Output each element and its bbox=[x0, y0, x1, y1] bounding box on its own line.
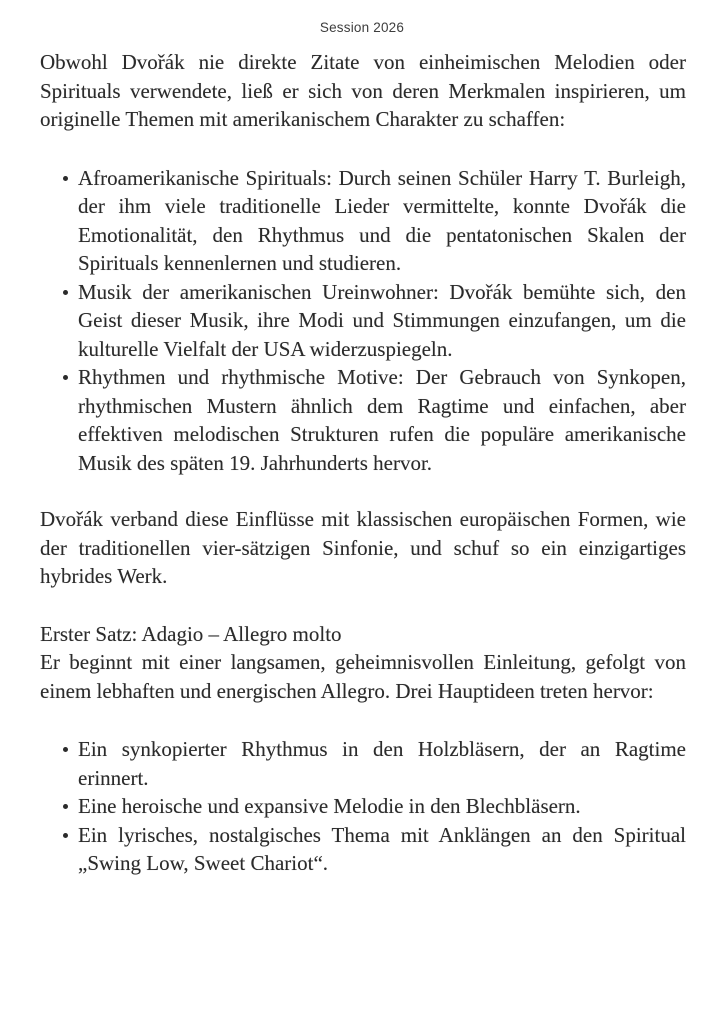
bullet-icon bbox=[63, 278, 78, 295]
list-item-text: Ein lyrisches, nostalgisches Thema mit Anklängen an den Spiritual „Swing Low, Sweet Chariot“. bbox=[78, 822, 686, 875]
movement-heading: Erster Satz: Adagio – Allegro molto bbox=[40, 621, 342, 646]
movement-section bbox=[40, 620, 686, 706]
list-item-text: Eine heroische und expansive Melodie in den Blechbläsern. bbox=[78, 794, 581, 818]
intro-paragraph: Obwohl Dvořák nie direkte Zitate von einheimischen Melodien oder Spirituals verwendete, ließ er sich von deren Merkmalen inspirieren, um originelle Themen mit amerikanischem Charakter zu schaffen: bbox=[40, 50, 686, 131]
bullet-icon bbox=[63, 821, 78, 838]
bullet-icon bbox=[63, 164, 78, 181]
page-header-session: Session 2026 bbox=[319, 20, 405, 35]
list-item-text: Afroamerikanische Spirituals: Durch seinen Schüler Harry T. Burleigh, der ihm viele traditionelle Lieder vermittelte, konnte Dvořák die Emotionalität, den Rhythmus und die pentatonischen Skalen der Spirituals kennenlernen und studieren. bbox=[78, 165, 686, 275]
list-item bbox=[63, 278, 686, 364]
list-item bbox=[63, 363, 686, 477]
list-item-text: Ein synkopierter Rhythmus in den Holzbläsern, der an Ragtime erinnert. bbox=[78, 737, 686, 790]
movement-description: Er beginnt mit einer langsamen, geheimnisvollen Einleitung, gefolgt von einem lebhaften und energischen Allegro. Drei Hauptideen treten hervor: bbox=[40, 650, 686, 703]
list-item bbox=[63, 792, 686, 821]
list-item bbox=[63, 821, 686, 878]
list-item bbox=[63, 735, 686, 792]
influences-list bbox=[40, 164, 686, 478]
list-item-text: Musik der amerikanischen Ureinwohner: Dvořák bemühte sich, den Geist dieser Musik, ihre Modi und Stimmungen einzufangen, um die kulturelle Vielfalt der USA widerzuspiegeln. bbox=[78, 279, 686, 361]
list-item-text: Rhythmen und rhythmische Motive: Der Gebrauch von Synkopen, rhythmischen Mustern ähnlich dem Ragtime und einfachen, aber effektiven melodischen Strukturen rufen die populäre amerikanische Musik des späten 19. Jahrhunderts hervor. bbox=[78, 365, 686, 475]
bullet-icon bbox=[63, 735, 78, 752]
synthesis-paragraph: Dvořák verband diese Einflüsse mit klassischen europäischen Formen, wie der traditionellen vier-sätzigen Sinfonie, und schuf so ein einzigartiges hybrides Werk. bbox=[40, 507, 686, 588]
bullet-icon bbox=[63, 792, 78, 809]
themes-list bbox=[40, 735, 686, 878]
list-item bbox=[63, 164, 686, 278]
document-body bbox=[40, 48, 686, 906]
bullet-icon bbox=[63, 363, 78, 380]
